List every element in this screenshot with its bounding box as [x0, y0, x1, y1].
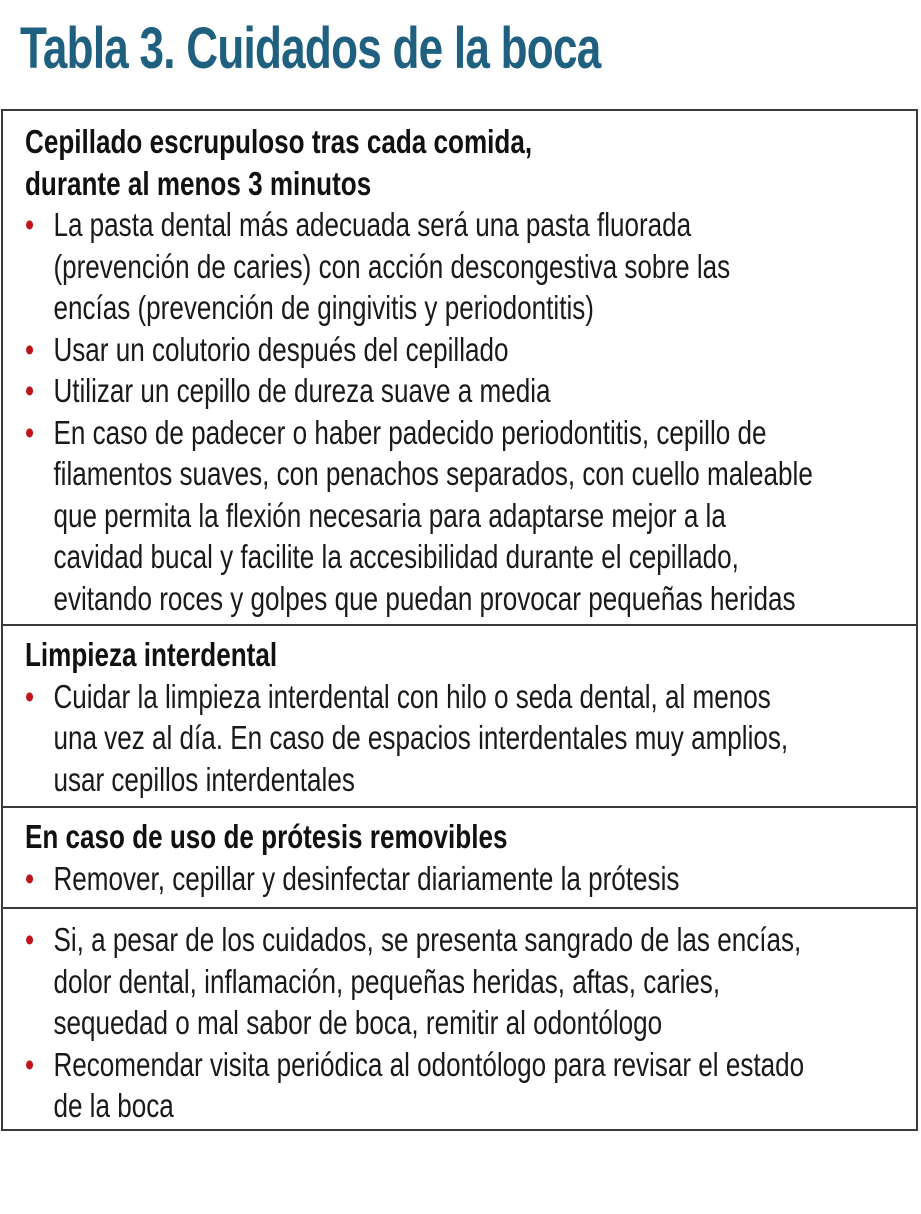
section-heading: durante al menos 3 minutos [25, 164, 372, 202]
item-text: sequedad o mal sabor de boca, remitir al odontólogo [53, 1004, 663, 1041]
item-text: cavidad bucal y facilite la accesibilidad durante el cepillado, [53, 538, 739, 575]
item-text: En caso de padecer o haber padecido periodontitis, cepillo de [53, 413, 767, 451]
item-text: de la boca [53, 1087, 174, 1124]
list-item [25, 858, 916, 900]
table-title: Tabla 3. Cuidados de la boca [20, 16, 601, 81]
list-item [25, 204, 916, 329]
section-prosthesis [3, 806, 916, 907]
item-text: usar cepillos interdentales [53, 760, 355, 798]
section-referral [3, 907, 916, 1129]
bullet-icon: • [25, 206, 35, 243]
list-item [25, 412, 916, 620]
item-text: que permita la flexión necesaria para adaptarse mejor a la [53, 496, 726, 534]
bullet-line [25, 329, 921, 371]
section-interdental [3, 624, 916, 806]
list-item [25, 676, 916, 801]
item-text: encías (prevención de gingivitis y periodontitis) [53, 289, 594, 326]
item-text: evitando roces y golpes que puedan provocar pequeñas heridas [53, 579, 796, 617]
list-item [25, 329, 916, 371]
item-text: dolor dental, inflamación, pequeñas heridas, aftas, caries, [53, 962, 721, 1000]
bullet-icon: • [25, 330, 35, 368]
item-text: una vez al día. En caso de espacios interdentales muy amplios, [53, 719, 789, 756]
care-table [1, 109, 918, 1131]
bullet-line [25, 919, 921, 961]
bullet-icon: • [25, 413, 35, 451]
bullet-line [25, 412, 921, 454]
item-text: Remover, cepillar y desinfectar diariamente la prótesis [53, 859, 680, 897]
item-text: Cuidar la limpieza interdental con hilo o seda dental, al menos [53, 677, 771, 715]
list-item [25, 919, 916, 1044]
list-item [25, 370, 916, 412]
section-heading: En caso de uso de prótesis removibles [25, 818, 508, 855]
bullet-line [25, 370, 921, 412]
bullet-line [25, 1044, 921, 1086]
bullet-icon: • [25, 677, 35, 715]
item-text: Utilizar un cepillo de dureza suave a media [53, 372, 551, 409]
bullet-line [25, 204, 921, 246]
bullet-line [25, 858, 921, 900]
list-item [25, 1044, 916, 1127]
section-brushing [3, 111, 916, 624]
item-text: Si, a pesar de los cuidados, se presenta sangrado de las encías, [53, 921, 802, 958]
bullet-icon: • [25, 1045, 35, 1083]
item-text: (prevención de caries) con acción descongestiva sobre las [53, 247, 731, 285]
item-text: filamentos suaves, con penachos separados, con cuello maleable [53, 455, 813, 492]
bullet-icon: • [25, 921, 35, 958]
section-heading: Limpieza interdental [25, 636, 278, 673]
bullet-icon: • [25, 372, 35, 409]
bullet-icon: • [25, 859, 35, 897]
item-text: Usar un colutorio después del cepillado [53, 330, 509, 368]
item-text: La pasta dental más adecuada será una pasta fluorada [53, 206, 692, 243]
bullet-line [25, 676, 921, 718]
section-heading: Cepillado escrupuloso tras cada comida, [25, 123, 533, 160]
item-text: Recomendar visita periódica al odontólogo para revisar el estado [53, 1045, 805, 1083]
